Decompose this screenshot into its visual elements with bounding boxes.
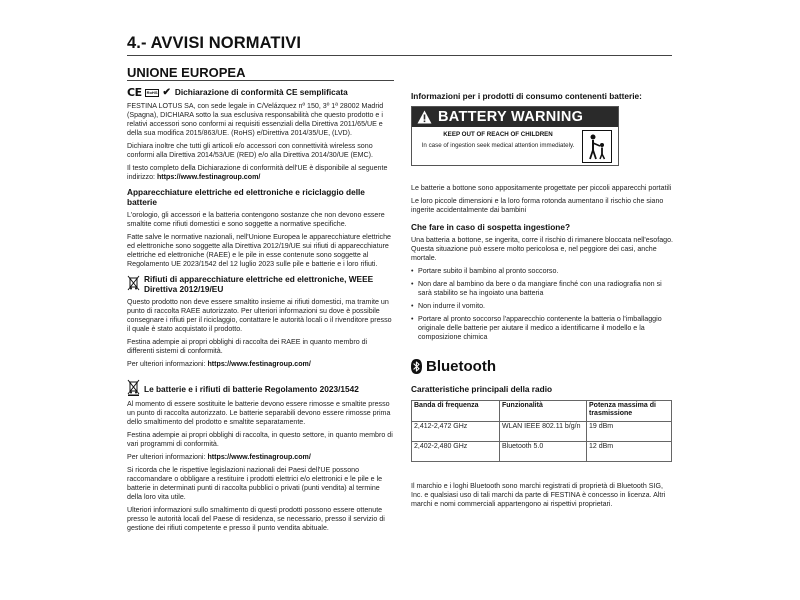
ce-mark-icon: CE: [127, 86, 142, 99]
raee-regulation-text: Fatte salve le normative nazionali, nell'Unione Europea le apparecchiature elettriche ed elettroniche sono soggette alla Direttiva 2012/19/UE sui rifiuti di apparecchiature elettriche ed elettroniche (RAEE) e le pile in esse contenute sono soggette al Regolamento UE 2023/1542 del 12 luglio 2023 sulle pile e batterie e i loro rifiuti.: [127, 233, 391, 268]
battery-warning-body: [418, 130, 578, 149]
ingestion-heading: Che fare in caso di sospetta ingestione?: [411, 222, 571, 232]
title-divider: [127, 55, 672, 56]
ce-declaration-text: FESTINA LOTUS SA, con sede legale in C/Velázquez nº 150, 3º 1ª 28002 Madrid (Spagna), DICHIARA sotto la sua esclusiva responsabilità che questo prodotto e i relativi accessori sono conformi ai requisiti essenziali della Direttiva 2011/65/UE e della sua modifica 2015/863/UE. (RoHS) e/Direttiva 2014/35/UE, (LVD).: [127, 102, 384, 137]
weee-link-label: Per ulteriori informazioni:: [127, 360, 208, 368]
table-cell: WLAN IEEE 802.11 b/g/n: [500, 422, 587, 442]
battery-warning-banner: [412, 107, 618, 127]
weee-title: Rifiuti di apparecchiature elettriche ed elettroniche, WEEE Direttiva 2012/19/EU: [144, 274, 374, 294]
page-title: 4.- AVVISI NORMATIVI: [127, 34, 302, 52]
disposal-info-text: Ulteriori informazioni sullo smaltimento di questi prodotti possono essere ottenute presso le autorità locali del Paese di residenza, se necessario, presso il servizio di gestione dei rifiuti competente e presso il punto vendita abituale.: [127, 506, 385, 532]
table-cell: 19 dBm: [587, 422, 672, 442]
ingestion-steps-list: [411, 267, 676, 342]
section-title: UNIONE EUROPEA: [127, 65, 246, 80]
declaration-link-label: Il testo completo della Dichiarazione di conformità dell'UE è disponibile al seguente indirizzo:: [127, 164, 388, 181]
weee-link-paragraph: [127, 360, 393, 369]
table-row: [412, 442, 672, 462]
battery-removal-text: Al momento di essere sostituite le batterie devono essere rimosse e smaltite presso un punto di raccolta autorizzato. Le batterie separabili devono essere rimosse prima dello smaltimento del prodotto e smaltite separatamente.: [127, 400, 391, 426]
festina-link[interactable]: https://www.festinagroup.com/: [156, 173, 261, 181]
battery-link-paragraph: [127, 453, 393, 462]
column-header: Potenza massima di trasmissione: [587, 401, 672, 422]
weee-compliance-text: Festina adempie ai propri obblighi di raccolta dei RAEE in quanto membro di differenti sistemi di conformità.: [127, 338, 368, 355]
list-item: • Portare subito il bambino al pronto soccorso.: [411, 267, 676, 276]
column-header: Banda di frequenza: [412, 401, 500, 422]
ingestion-risk-text: Le loro piccole dimensioni e la loro forma rotonda aumentano il rischio che siano ingerite accidentalmente dai bambini: [411, 197, 664, 214]
ce-declaration-title: Dichiarazione di conformità CE semplificata: [174, 87, 348, 97]
battery-warning-label: [411, 106, 619, 166]
keep-out-text: KEEP OUT OF REACH OF CHILDREN: [443, 131, 553, 138]
table-header-row: [412, 401, 672, 422]
column-header: Funzionalità: [500, 401, 587, 422]
trademark-text: Il marchio e i loghi Bluetooth sono marchi registrati di proprietà di Bluetooth SIG, Inc. e qualsiasi uso di tali marchi da parte di FESTINA è concesso in licenza. Altri marchi e nomi commerciali appartengono ai rispettivi proprietari.: [411, 482, 666, 508]
ce-declaration-heading: [127, 88, 393, 97]
battery-regulation-heading: [127, 378, 393, 396]
battery-regulation-title: Le batterie e i rifiuti di batterie Regolamento 2023/1542: [144, 384, 359, 394]
table-cell: 2,402-2,480 GHz: [412, 442, 500, 462]
radio-features-table: [411, 400, 672, 462]
list-item: • Non dare al bambino da bere o da mangiare finché con una radiografia non si sarà stabilito se ha ingoiato una batteria: [411, 280, 676, 298]
festina-link-3[interactable]: https://www.festinagroup.com/: [207, 453, 311, 461]
button-battery-text: Le batterie a bottone sono appositamente progettate per piccoli apparecchi portatili: [411, 184, 672, 192]
raee-text: L'orologio, gli accessori e la batteria contengono sostanze che non devono essere smaltite come rifiuti domestici e sono soggette a normative specifiche.: [127, 211, 385, 228]
radio-features-heading: Caratteristiche principali della radio: [411, 384, 553, 394]
weee-text: Questo prodotto non deve essere smaltito insieme ai rifiuti domestici, ma tramite un punto di raccolta RAEE autorizzato. Per ulteriori informazioni su dove è possibile consegnare i rifiuti per il riciclaggio, contattare le autorità locali o il rivenditore presso il quale è stato acquistato il prodotto.: [127, 298, 392, 333]
declaration-link-paragraph: [127, 164, 393, 182]
ingestion-danger-text: Una batteria a bottone, se ingerita, corre il rischio di rimanere bloccata nell'esofago. Questa situazione può essere molto pericolosa e, nel peggiore dei casi, anche mortale.: [411, 236, 673, 262]
section-divider: [127, 80, 394, 81]
bluetooth-logo: [411, 359, 676, 374]
weee-heading: [127, 274, 393, 294]
raee-heading: Apparecchiature elettriche ed elettroniche e riciclaggio delle batterie: [127, 187, 365, 207]
rohs-icon: RoHS: [146, 89, 158, 95]
right-column: [411, 91, 676, 513]
battery-warning-title: BATTERY WARNING: [438, 108, 584, 125]
festina-link-2[interactable]: https://www.festinagroup.com/: [207, 360, 311, 368]
table-cell: Bluetooth 5.0: [500, 442, 587, 462]
battery-link-label: Per ulteriori informazioni:: [127, 453, 208, 461]
battery-compliance-text: Festina adempie ai propri obblighi di raccolta, in questo settore, in quanto membro di vari programmi di conformità.: [127, 431, 393, 448]
warning-icon: [417, 110, 432, 124]
check-icon: ✔: [162, 87, 171, 98]
wireless-compliance-text: Dichiara inoltre che tutti gli articoli e/o accessori con connettività wireless sono conformi alla Direttiva 2014/53/UE (RED) e/o alla Direttiva 2014/30/UE (EMC).: [127, 142, 374, 159]
table-row: [412, 422, 672, 442]
left-column: [127, 88, 393, 537]
ingestion-text: In case of ingestion seek medical attention immediately.: [421, 142, 575, 149]
national-legislation-text: Si ricorda che le rispettive legislazioni nazionali dei Paesi dell'UE possono raccomandare o obbligare a restituire i prodotti elettrici e/o elettronici e le pile e le batterie in determinati punti di raccolta pubblici o privati (punti vendita) al termine della loro vita utile.: [127, 466, 383, 501]
table-cell: 12 dBm: [587, 442, 672, 462]
bluetooth-icon: [411, 359, 422, 374]
crossed-bin-icon: [127, 379, 140, 396]
table-cell: 2,412-2,472 GHz: [412, 422, 500, 442]
list-item: • Non indurre il vomito.: [411, 302, 676, 311]
child-and-adult-icon: [582, 130, 612, 163]
list-item: • Portare al pronto soccorso l'apparecchio contenente la batteria o l'imballaggio originale delle batterie per aiutare il medico a identificarne il modello e la composizione chimica: [411, 315, 676, 342]
bluetooth-wordmark: Bluetooth: [426, 358, 496, 375]
crossed-bin-icon: [127, 275, 140, 292]
battery-info-heading: Informazioni per i prodotti di consumo contenenti batterie:: [411, 91, 642, 101]
